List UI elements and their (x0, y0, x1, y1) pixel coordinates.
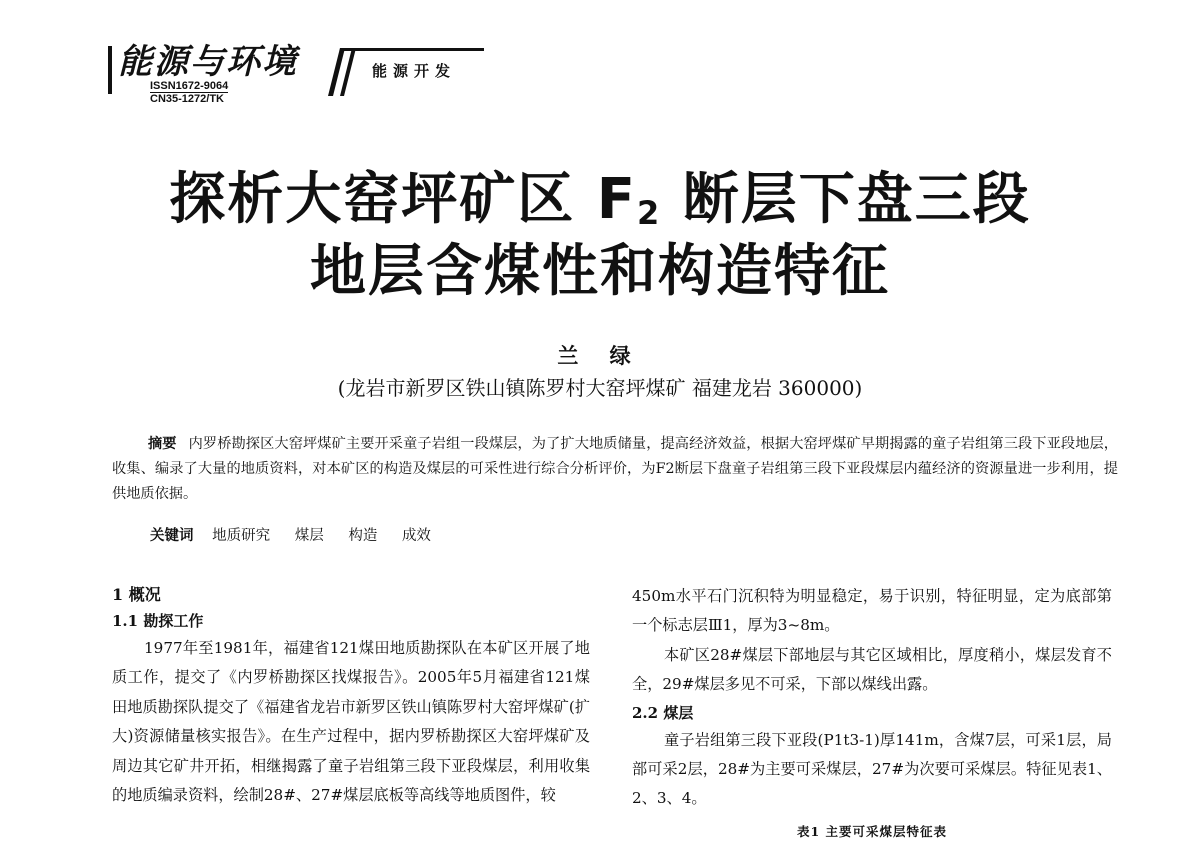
article-title-line-1 (0, 168, 1200, 245)
subsection-heading: 2.2 煤层 (632, 703, 694, 722)
masthead-left-bar (108, 46, 112, 94)
right-column (632, 582, 1112, 840)
body-paragraph: 本矿区28#煤层下部地层与其它区域相比，厚度稍小，煤层发育不全，29#煤层多见不可采，下部以煤线出露。 (632, 645, 1112, 694)
section-heading: 1 概况 (112, 585, 161, 604)
keywords (150, 524, 451, 548)
column-label: 能源开发 (372, 62, 457, 80)
keyword: 地质研究 (212, 528, 271, 544)
column-top-rule (344, 48, 484, 51)
keyword: 煤层 (294, 528, 324, 544)
body-paragraph: 450m水平石门沉积特为明显稳定，易于识别，特征明显，定为底部第一个标志层Ⅲ1，厚为3~8m。 (632, 587, 1112, 635)
left-column (112, 582, 590, 810)
abstract (112, 432, 1118, 507)
article-title-line-2: 地层含煤性和构造特征 (310, 239, 890, 304)
title-prefix: 探析大窑坪矿区 F (169, 167, 637, 232)
title-suffix: 断层下盘三段 (661, 167, 1031, 232)
affiliation: (龙岩市新罗区铁山镇陈罗村大窑坪煤矿 福建龙岩 360000) (337, 376, 863, 400)
author: 兰 绿 (557, 343, 643, 368)
table-caption: 表1 主要可采煤层特征表 (796, 823, 948, 839)
keywords-label: 关键词 (150, 527, 194, 544)
journal-name: 能源与环境 (118, 42, 298, 82)
keyword: 成效 (401, 528, 431, 544)
subsection-heading: 1.1 勘探工作 (112, 612, 204, 630)
cn-number: CN35-1272/TK (150, 93, 224, 105)
body-paragraph: 童子岩组第三段下亚段(P1t3-1)厚141m，含煤7层，可采1层，局部可采2层，28#为主要可采煤层，27#为次要可采煤层。特征见表1、2、3、4。 (632, 730, 1112, 808)
keyword: 构造 (348, 528, 378, 544)
title-subscript: 2 (636, 194, 662, 232)
issn: ISSN1672-9064 (150, 80, 229, 92)
abstract-label: 摘要 (148, 436, 177, 452)
body-paragraph: 1977年至1981年，福建省121煤田地质勘探队在本矿区开展了地质工作，提交了《内罗桥勘探区找煤报告》。2005年5月福建省121煤田地质勘探队提交了《福建省龙岩市新罗区铁山镇陈罗村大窑坪煤矿(扩大)资源储量核实报告》。在生产过程中，据内罗桥勘探区大窑坪煤矿及周边其它矿井开拓，相继揭露了童子岩组第三段下亚段煤层，利用收集的地质编录资料，绘制28#、27#煤层底板等高线等地质图件，较 (112, 639, 590, 805)
abstract-text: 内罗桥勘探区大窑坪煤矿主要开采童子岩组一段煤层，为了扩大地质储量，提高经济效益，根据大窑坪煤矿早期揭露的童子岩组第三段下亚段地层，收集、编录了大量的地质资料，对本矿区的构造及煤层的可采性进行综合分析评价，为F2断层下盘童子岩组第三段下亚段煤层内蕴经济的资源量进一步利用，提供地质依据。 (112, 436, 1118, 502)
